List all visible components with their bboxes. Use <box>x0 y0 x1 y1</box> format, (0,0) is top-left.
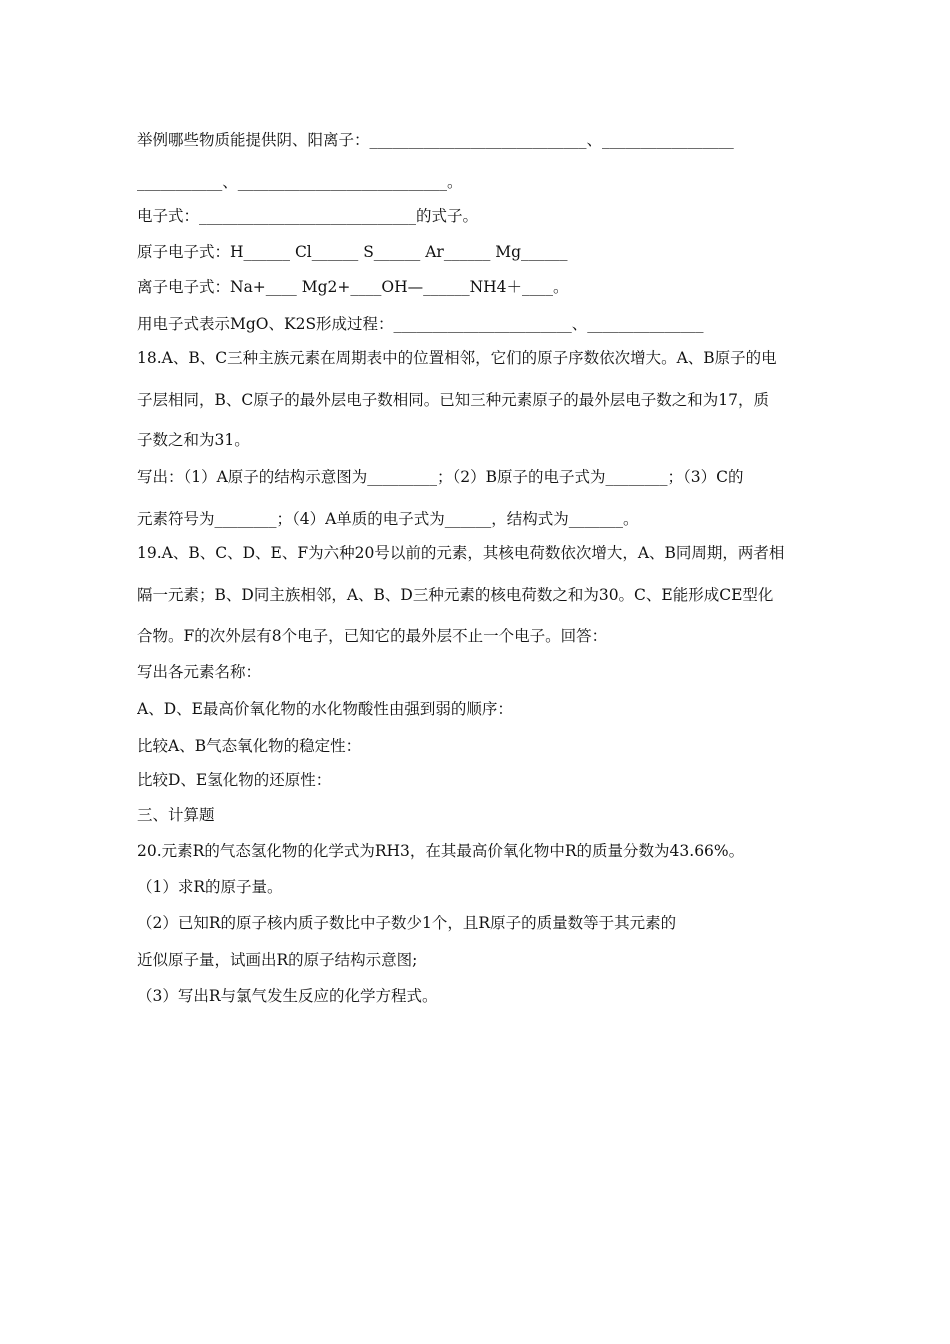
text-line: 子层相同，B、C原子的最外层电子数相同。已知三种元素原子的最外层电子数之和为17，质 <box>137 391 769 409</box>
text-line: 合物。F的次外层有8个电子，已知它的最外层不止一个电子。回答： <box>137 627 608 645</box>
text-line: 写出：（1）A原子的结构示意图为_________；（2）B原子的电子式为________；（3）C的 <box>137 468 744 486</box>
text-line: 元素符号为________；（4）A单质的电子式为______，结构式为_______。 <box>137 510 639 528</box>
text-line: 比较A、B气态氧化物的稳定性： <box>137 737 362 755</box>
text-line: 举例哪些物质能提供阴、阳离子：____________________________、_________________ <box>137 131 734 149</box>
text-line: A、D、E最高价氧化物的水化物酸性由强到弱的顺序： <box>137 700 513 718</box>
text-line: 比较D、E氢化物的还原性： <box>137 771 332 789</box>
text-line: 近似原子量，试画出R的原子结构示意图; <box>137 951 418 969</box>
section-heading: 三、计算题 <box>137 806 215 824</box>
text-line: 20.元素R的气态氢化物的化学式为RH3，在其最高价氧化物中R的质量分数为43.66%。 <box>137 842 745 860</box>
text-line: （3）写出R与氯气发生反应的化学方程式。 <box>137 987 438 1005</box>
text-line: （2）已知R的原子核内质子数比中子数少1个，且R原子的质量数等于其元素的 <box>137 914 677 932</box>
text-line: 18.A、B、C三种主族元素在周期表中的位置相邻，它们的原子序数依次增大。A、B原子的电 <box>137 349 777 367</box>
text-line: （1）求R的原子量。 <box>137 878 283 896</box>
text-line: ___________、___________________________。 <box>137 173 463 191</box>
text-line: 原子电子式：H______ Cl______ S______ Ar______ Mg______ <box>137 243 568 261</box>
text-line: 隔一元素；B、D同主族相邻，A、B、D三种元素的核电荷数之和为30。C、E能形成CE型化 <box>137 586 774 604</box>
text-line: 离子电子式：Na+____ Mg2+____OH—______NH4＋____。 <box>137 278 569 296</box>
text-line: 19.A、B、C、D、E、F为六种20号以前的元素，其核电荷数依次增大，A、B同周期，两者相 <box>137 544 785 562</box>
text-line: 电子式：____________________________的式子。 <box>137 207 479 225</box>
text-line: 用电子式表示MgO、K2S形成过程：_______________________、_______________ <box>137 315 704 333</box>
text-line: 子数之和为31。 <box>137 431 250 449</box>
text-line: 写出各元素名称： <box>137 663 262 681</box>
